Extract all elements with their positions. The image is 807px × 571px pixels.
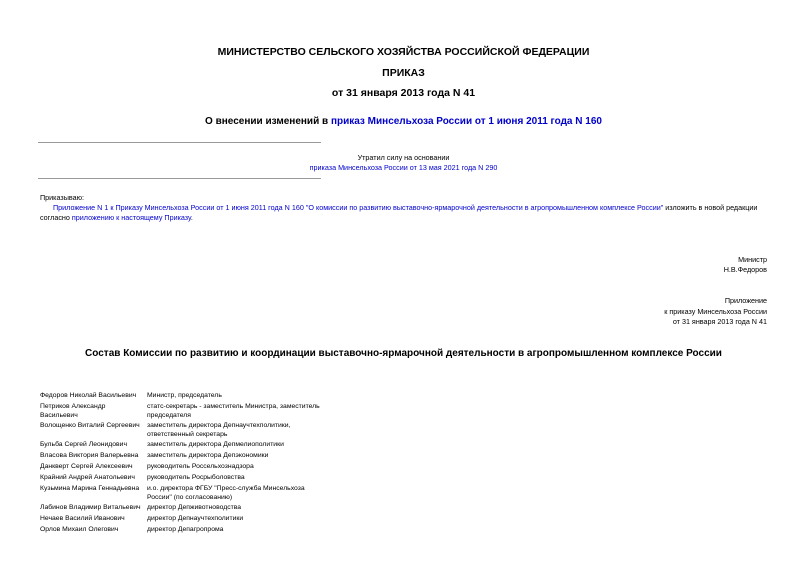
doc-date-heading: от 31 января 2013 года N 41 [331,87,476,99]
member-name: Власова Виктория Валерьевна [40,452,139,459]
member-position: Министр, председатель [147,392,222,399]
order-word: Приказываю: [40,193,84,202]
repeal-order-link[interactable]: приказа Минсельхоза России от 13 мая 2021 года N 290 [309,163,498,172]
member-position: директор Депагропрома [147,526,224,533]
member-name: Крайний Андрей Анатольевич [40,474,135,481]
paragraph-text-1: изложить в новой редакции [663,203,758,212]
amended-order-link[interactable]: приказ Минсельхоза России от 1 июня 2011 года N 160 [330,116,602,127]
status-top-rule [38,142,321,143]
member-name: Волощенко Виталий Сергеевич [40,422,140,429]
ministry-heading: МИНИСТЕРСТВО СЕЛЬСКОГО ХОЗЯЙСТВА РОССИЙСКОЙ ФЕДЕРАЦИИ [217,46,590,58]
order-paragraph [40,203,770,213]
member-name: Лабинов Владимир Витальевич [40,504,141,511]
member-position: статс-секретарь - заместитель Министра, заместитель председателя [147,403,320,419]
signature-role: Министр [738,255,767,264]
member-position: заместитель директора Депмелиополитики [147,441,284,448]
member-name: Орлов Михаил Олегович [40,526,119,533]
member-position: заместитель директора Депнаучтехполитики, ответственный секретарь [147,422,291,438]
order-paragraph-line2 [40,213,770,223]
member-position: директор Депживотноводства [147,504,242,511]
member-name: Нечаев Василий Иванович [40,515,125,522]
member-name: Данкверт Сергей Алексеевич [40,463,133,470]
member-name: Бульба Сергей Леонидович [40,441,128,448]
paragraph-text-3: . [190,213,193,222]
status-text: Утратил силу на основании [357,153,450,162]
appendix1-link[interactable]: Приложение N 1 к Приказу Минсельхоза России от 1 июня 2011 года N 160 "О комиссии по развитию выставочно-ярмарочной деятельности в агропромышленном комплексе России" [53,203,664,212]
composition-title: Состав Комиссии по развитию и координации выставочно-ярмарочной деятельности в агропромышленном комплексе России [85,348,722,359]
member-name: Петриков Александр Васильевич [40,403,106,419]
member-position: руководитель Росрыболовства [147,474,245,481]
appendix-line-1: Приложение [724,296,767,305]
member-name: Федоров Николай Васильевич [40,392,137,399]
status-bottom-rule [38,178,321,179]
appendix-line-2: к приказу Минсельхоза России [664,307,767,316]
member-name: Кузьмина Марина Геннадьевна [40,485,140,492]
appendix-link[interactable]: приложению к настоящему Приказу [71,213,191,222]
doc-type-heading: ПРИКАЗ [382,67,425,79]
member-position: директор Депнаучтехполитики [147,515,244,522]
appendix-line-3: от 31 января 2013 года N 41 [672,317,767,326]
member-position: и.о. директора ФГБУ "Пресс-служба Минсельхоза России" (по согласованию) [147,485,305,501]
doc-title-prefix: О внесении изменений в [205,116,329,127]
signature-name: Н.В.Федоров [723,265,767,274]
member-position: руководитель Россельхознадзора [147,463,254,470]
paragraph-text-2: согласно [40,213,72,222]
status-line [0,163,807,173]
doc-title [0,116,807,127]
member-position: заместитель директора Депэкономики [147,452,269,459]
